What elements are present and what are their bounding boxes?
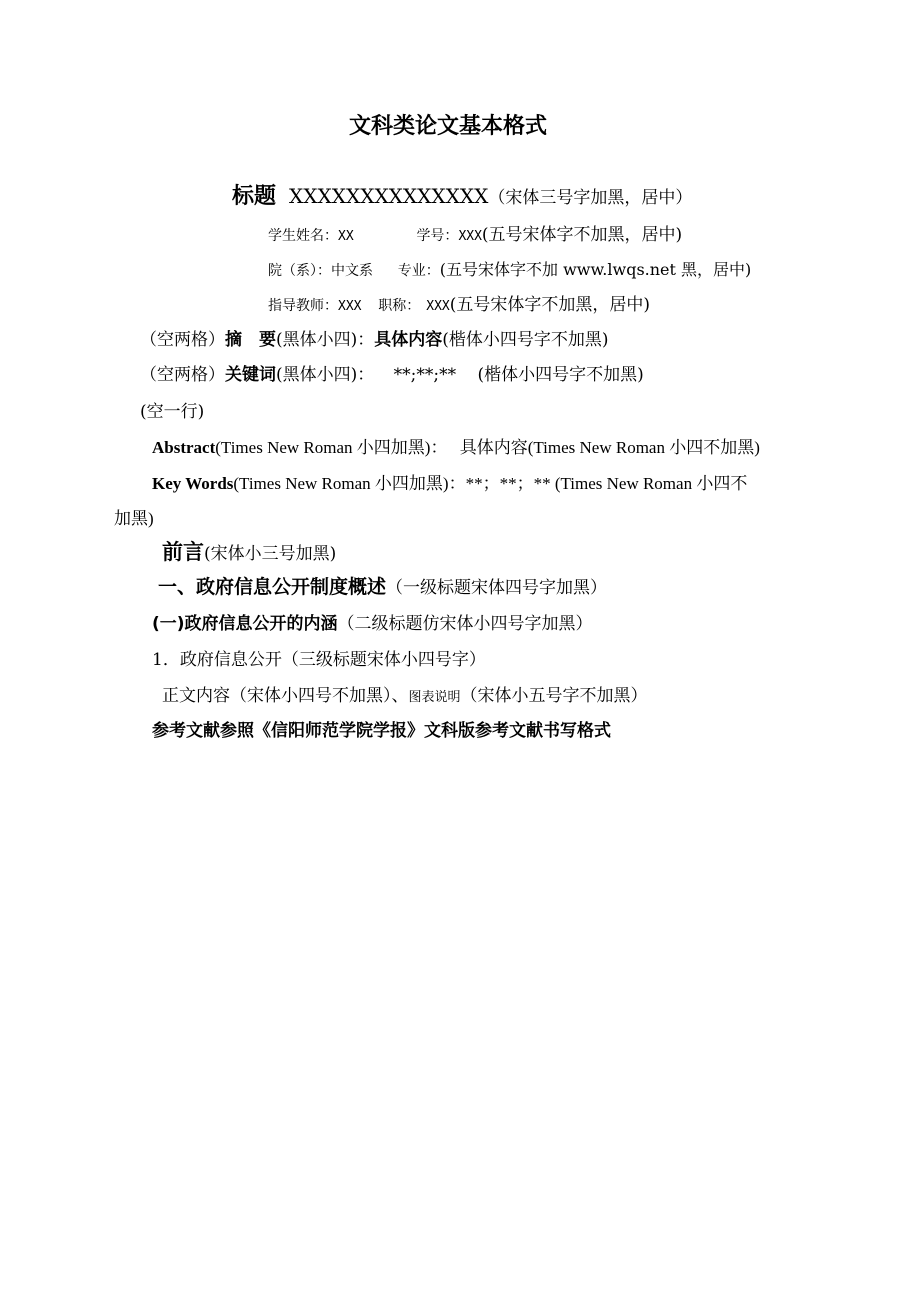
major-note: (五号宋体字不加 www.lwqs.net 黑，居中) [439,260,752,279]
student-id-label: 学号： [416,228,459,244]
body-text-line [162,688,648,705]
heading1-label: 一、政府信息公开制度概述 [158,576,387,598]
heading3-label: 1．政府信息公开 [152,650,282,670]
references-note: 参考文献参照《信阳师范学院学报》文科版参考文献书写格式 [152,721,611,741]
document-title: 文科类论文基本格式 [349,114,548,139]
preface-line [162,542,336,563]
abstract-en-line [152,439,760,456]
major-label: 专业： [397,263,440,279]
rank-note: (五号宋体字不加黑，居中) [449,295,651,315]
rank-value: XXX [426,299,450,314]
paper-title-line [232,186,692,208]
keywords-en-line [152,475,747,492]
keywords-en-label: Key Words [152,474,234,493]
keywords-cn-line [140,367,644,384]
abstract-cn-content-note: (楷体小四号字不加黑) [442,330,609,350]
abstract-en-content: 具体内容(Times New Roman 小四不加黑) [459,438,760,457]
keywords-cn-value: **;**;** [393,365,457,385]
student-name-value: XX [338,229,354,244]
student-name-label: 学生姓名： [268,228,338,244]
student-id-note: (五号宋体字不加黑，居中) [481,225,683,245]
heading1-note: （一级标题宋体四号字加黑） [386,578,608,598]
department-value: 中文系 [331,263,373,279]
abstract-cn-label: 摘 要 [225,330,276,350]
figure-caption-label: 图表说明 [408,690,461,705]
figure-caption-note: （宋体小五号字不加黑） [460,686,648,706]
body-text-label: 正文内容（宋体小四号不加黑）、 [162,686,409,706]
title-placeholder: XXXXXXXXXXXXXX [289,184,489,208]
heading2-note: （二级标题仿宋体小四号字加黑） [337,614,593,634]
department-label: 院（系）： [268,263,331,279]
preface-note: (宋体小三号加黑) [204,544,337,564]
student-id-value: XXX [458,229,482,244]
department-info-line [268,262,751,278]
keywords-cn-note: (楷体小四号字不加黑) [477,365,644,385]
abstract-en-label: Abstract [152,438,216,457]
advisor-label: 指导教师： [268,298,338,314]
advisor-value: XXX [338,299,362,314]
heading2-label: (一)政府信息公开的内涵 [152,614,338,634]
keywords-cn-label: 关键词 [225,365,276,385]
title-format-note: （宋体三号字加黑，居中） [488,188,693,208]
abstract-cn-label-note: (黑体小四)： [276,330,375,350]
keywords-en-wrap: 加黑) [114,509,154,528]
abstract-cn-content-label: 具体内容 [374,330,443,350]
student-info-line [268,227,682,244]
abstract-en-label-note: (Times New Roman 小四加黑)： [215,438,448,457]
abstract-cn-line [140,332,609,349]
heading3-note: （三级标题宋体小四号字） [281,650,486,670]
keywords-en-label-note: (Times New Roman 小四加黑)：**；**；** (Times New Roman 小四不 [233,474,748,493]
rank-label: 职称： [378,298,421,314]
heading2-line [152,616,593,633]
advisor-info-line [268,297,650,314]
preface-label: 前言 [162,540,204,564]
blank-line-note: (空一行) [140,402,205,422]
keywords-cn-prefix: （空两格） [140,365,225,385]
keywords-cn-label-note: (黑体小四)： [276,365,375,385]
heading3-line [152,652,486,669]
heading1-line [158,578,607,597]
title-label: 标题 [232,184,277,209]
abstract-cn-prefix: （空两格） [140,330,225,350]
